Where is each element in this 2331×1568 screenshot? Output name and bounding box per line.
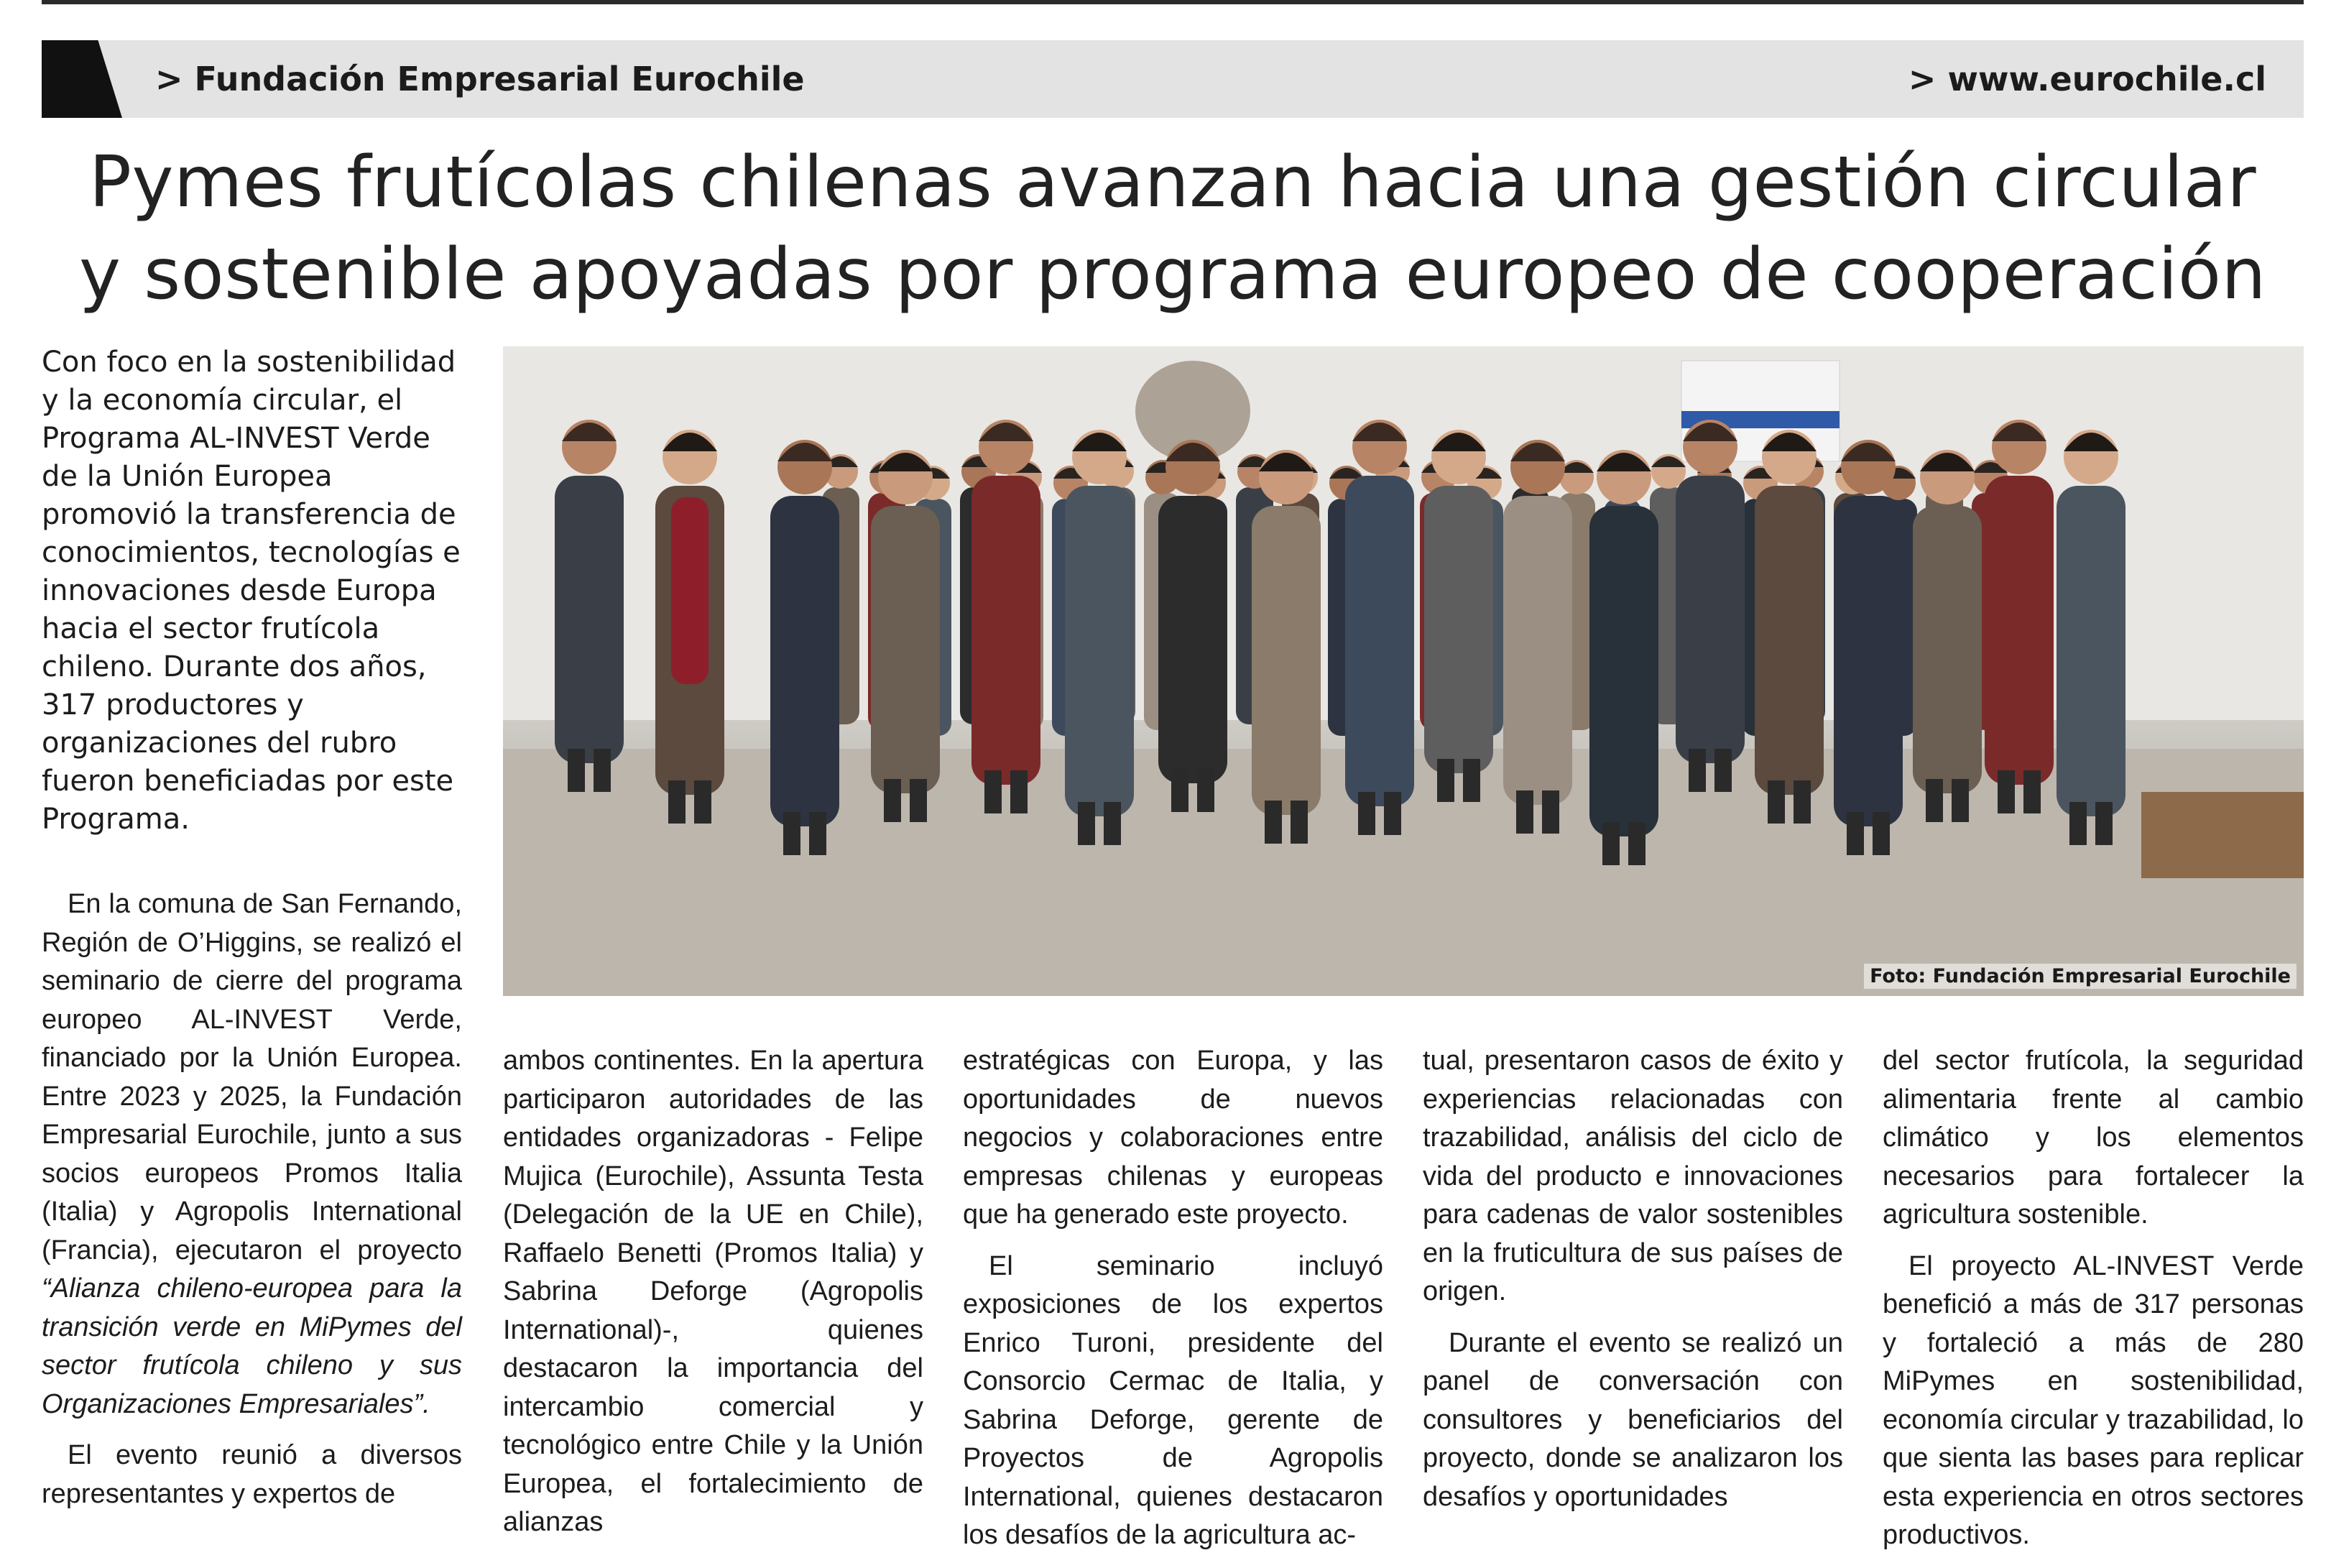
person-body [1913,506,1982,793]
person-leg [668,780,686,824]
person-body [971,476,1040,785]
person-leg [1628,822,1645,865]
person-leg [1265,801,1282,844]
person-leg [594,749,611,792]
col1-paragraph-2: El evento reunió a diversos representantes y expertos de [42,1440,462,1509]
person-leg [1078,802,1095,845]
article-lead: Con foco en la sostenibilidad y la economía circular, el Programa AL-INVEST Verde de la Unión Europea promovió la transferencia de conocimientos, tecnologías e innovaciones desde Europa hacia el sector frutícola chileno. Durante dos años, 317 productores y organizaciones del rubro fueron beneficiadas por este Programa. [42,346,461,836]
red-scarf [671,497,708,684]
person-body [1834,496,1903,826]
person-leg [984,770,1002,813]
col3-paragraph-2: El seminario incluyó exposiciones de los expertos Enrico Turoni, presidente del Consorcio Cermac de Italia, y Sabrina Deforge, gerente de Proyectos de Agropolis International, quienes destacaron los desafíos de la agricultura ac- [963,1250,1383,1550]
person-leg [1171,769,1188,812]
table [2141,792,2304,878]
headline-line-2: y sostenible apoyadas por programa europeo de cooperación [78,234,2267,315]
person-body [770,496,839,826]
person-leg [1768,780,1785,824]
article-column-3 [963,1042,1383,1568]
person-leg [1602,822,1620,865]
person-body [555,476,624,763]
header-organization: > Fundación Empresarial Eurochile [155,60,805,98]
col5-paragraph-1: del sector frutícola, la seguridad alimentaria frente al cambio climático y los elementos necesarios para fortalecer la agricultura sostenible. [1883,1046,2304,1230]
col2-paragraph-1: ambos continentes. En la apertura participaron autoridades de las entidades organizadoras - Felipe Mujica (Eurochile), Assunta Testa (Delegación de la UE en Chile), Raffaelo Benetti (Promos Italia) y Sabrina Deforge (Agropolis International)-, quienes destacaron la importancia del intercambio comercial y tecnológico entre Chile y la Unión Europea, el fortalecimiento de alianzas [503,1046,923,1537]
headline-line-1: Pymes frutícolas chilenas avanzan hacia una gestión circular [88,142,2257,223]
person-body [871,506,940,793]
person-leg [910,779,927,822]
person-body [1589,506,1658,836]
person-leg [1384,792,1401,835]
person-leg [1689,749,1706,792]
person-leg [1104,802,1121,845]
col1-paragraph-1: En la comuna de San Fernando, Región de O’Higgins, se realizó el seminario de cierre del programa europeo AL-INVEST Verde, financiado por la Unión Europea. Entre 2023 y 2025, la Fundación Empresarial Eurochile, junto a sus socios europeos Promos Italia (Italia) y Agropolis International (Francia), ejecutaron el proyecto [42,889,462,1265]
person-body [1345,476,1414,806]
person-body [1252,506,1321,815]
project-title: “Alianza chileno-europea para la transición verde en MiPymes del sector frutícola chileno y sus Organizaciones Empresariales”. [42,1273,462,1419]
person-leg [2023,770,2041,813]
article-headline [42,137,2304,320]
person-body [2057,486,2125,816]
person-leg [809,812,826,855]
col4-paragraph-2: Durante el evento se realizó un panel de conversación con consultores y beneficiarios del proyecto, donde se analizaron los desafíos y oportunidades [1423,1327,1843,1512]
person-body [1065,486,1134,816]
person-leg [1463,759,1480,802]
article-column-1 [42,885,462,1526]
person-leg [1873,812,1890,855]
person-body [1755,486,1824,795]
person-leg [2095,802,2113,845]
person-leg [1926,779,1943,822]
person-leg [1358,792,1375,835]
col5-paragraph-2: El proyecto AL-INVEST Verde benefició a más de 317 personas y fortaleció a más de 280 MiPymes en sostenibilidad, economía circular y trazabilidad, lo que sienta las bases para replicar esta experiencia en otros sectores productivos. [1883,1250,2304,1550]
person-body [1503,496,1572,805]
section-header [42,40,2304,118]
person-leg [2069,802,2087,845]
person-leg [1714,749,1732,792]
person-leg [1847,812,1864,855]
header-website: > www.eurochile.cl [1908,60,2266,98]
group-photo-illustration [503,346,2304,996]
photo-credit: Foto: Fundación Empresarial Eurochile [1864,964,2297,989]
person-leg [884,779,901,822]
col3-paragraph-1: estratégicas con Europa, y las oportunidades de nuevos negocios y colaboraciones entre empresas chilenas y europeas que ha generado este proyecto. [963,1046,1383,1230]
person-leg [1291,801,1308,844]
person-leg [568,749,585,792]
person-leg [1952,779,1969,822]
header-tab-shape [42,40,122,118]
person-leg [694,780,711,824]
person-leg [1010,770,1028,813]
article-column-2 [503,1042,923,1555]
person-leg [1998,770,2015,813]
article-column-4 [1423,1042,1843,1529]
person-leg [1794,780,1811,824]
person-body [1676,476,1745,763]
person-body [1424,486,1493,773]
person-leg [783,812,800,855]
top-rule [42,0,2304,4]
col4-paragraph-1: tual, presentaron casos de éxito y experiencias relacionadas con trazabilidad, análisis del ciclo de vida del producto e innovaciones para cadenas de valor sostenibles en la fruticultura de sus países de origen. [1423,1046,1843,1306]
person-leg [1516,790,1533,834]
person-leg [1542,790,1559,834]
person-body [1985,476,2054,785]
group-photo [503,346,2304,996]
article-column-5 [1883,1042,2304,1568]
person-leg [1197,769,1214,812]
person-leg [1437,759,1454,802]
person-body [1158,496,1227,783]
